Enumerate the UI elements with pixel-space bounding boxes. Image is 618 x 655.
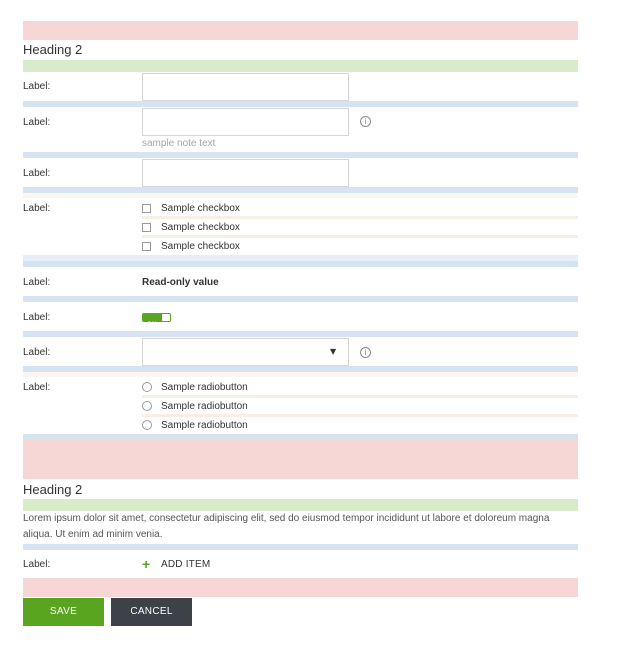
text-input-1[interactable] <box>142 73 349 101</box>
spacer-band-top <box>23 21 578 40</box>
checkbox-label-3[interactable]: Sample checkbox <box>161 241 240 252</box>
row-divider-5 <box>23 296 578 302</box>
row-divider-6 <box>23 331 578 337</box>
section-heading-2: Heading 2 <box>23 482 83 497</box>
spacer-band-middle <box>23 440 578 479</box>
toggle-state-label: ON <box>147 322 157 328</box>
heading-divider-2 <box>23 499 578 511</box>
option-divider <box>142 395 578 398</box>
select-dropdown[interactable] <box>142 338 349 366</box>
row-divider-9 <box>23 544 578 550</box>
chevron-down-icon: ▼ <box>330 347 337 356</box>
checkbox-1[interactable] <box>142 204 151 213</box>
field-label-text-3: Label: <box>23 168 51 179</box>
radio-3[interactable] <box>142 420 152 430</box>
info-icon[interactable]: i <box>360 116 371 127</box>
spacer-band-bottom <box>23 578 578 597</box>
text-input-3[interactable] <box>142 159 349 187</box>
readonly-value: Read-only value <box>142 277 219 288</box>
field-label-text-2: Label: <box>23 117 51 128</box>
radio-1[interactable] <box>142 382 152 392</box>
row-divider-2 <box>23 152 578 158</box>
plus-icon: + <box>142 556 151 572</box>
field-label-text-1: Label: <box>23 81 51 92</box>
row-divider-1 <box>23 101 578 107</box>
add-item-button[interactable] <box>142 557 222 573</box>
row-divider-7b <box>23 372 578 377</box>
option-divider <box>142 235 578 238</box>
field-label-add: Label: <box>23 559 51 570</box>
section-heading-1: Heading 2 <box>23 42 83 57</box>
checkbox-label-2[interactable]: Sample checkbox <box>161 222 240 233</box>
field-label-radios: Label: <box>23 382 51 393</box>
radio-label-3[interactable]: Sample radiobutton <box>161 420 248 431</box>
field-label-select: Label: <box>23 347 51 358</box>
field-label-checkboxes: Label: <box>23 203 51 214</box>
radio-2[interactable] <box>142 401 152 411</box>
info-icon[interactable]: i <box>360 347 371 358</box>
checkbox-3[interactable] <box>142 242 151 251</box>
checkbox-2[interactable] <box>142 223 151 232</box>
heading-divider-1 <box>23 60 578 72</box>
radio-label-2[interactable]: Sample radiobutton <box>161 401 248 412</box>
text-input-2[interactable] <box>142 108 349 136</box>
option-divider <box>142 414 578 417</box>
field-note: sample note text <box>142 138 216 149</box>
field-label-toggle: Label: <box>23 312 51 323</box>
row-divider-3b <box>23 193 578 198</box>
add-item-label: ADD ITEM <box>161 559 211 570</box>
save-button[interactable]: SAVE <box>23 598 104 626</box>
checkbox-label-1[interactable]: Sample checkbox <box>161 203 240 214</box>
radio-label-1[interactable]: Sample radiobutton <box>161 382 248 393</box>
toggle-switch[interactable] <box>142 313 171 328</box>
cancel-button[interactable]: CANCEL <box>111 598 192 626</box>
row-divider-4b <box>23 261 578 267</box>
toggle-knob <box>162 314 170 321</box>
section-paragraph: Lorem ipsum dolor sit amet, consectetur adipiscing elit, sed do eiusmod tempor incididunt ut labore et doloreum magna aliqua. Ut enim ad minim venia. <box>23 513 550 540</box>
option-divider <box>142 216 578 219</box>
field-label-readonly: Label: <box>23 277 51 288</box>
